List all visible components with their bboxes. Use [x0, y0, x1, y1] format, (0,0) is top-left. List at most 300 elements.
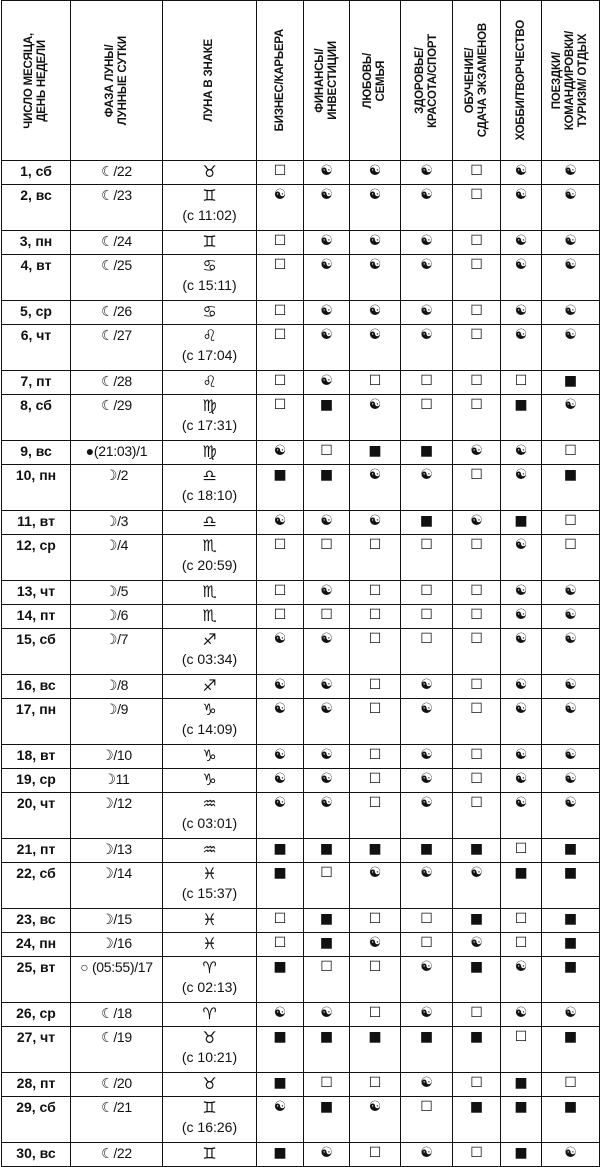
- empty-square-icon: ☐: [453, 629, 501, 675]
- filled-square-icon: ■: [257, 1073, 304, 1097]
- table-row: [2, 909, 600, 933]
- filled-square-icon: ■: [257, 957, 304, 1003]
- empty-square-icon: ☐: [257, 301, 304, 325]
- date-cell: 24, пн: [2, 933, 71, 957]
- date-cell: 27, чт: [2, 1027, 71, 1073]
- zodiac-icon: ♐: [202, 676, 217, 695]
- yin-yang-icon: ☯: [257, 745, 304, 769]
- empty-square-icon: ☐: [542, 535, 600, 581]
- empty-square-icon: ☐: [453, 301, 501, 325]
- moon-phase-cell: ☾/27: [71, 325, 163, 371]
- yin-yang-icon: ☯: [304, 793, 350, 839]
- filled-square-icon: ■: [542, 957, 600, 1003]
- yin-yang-icon: ☯: [304, 675, 350, 699]
- yin-yang-icon: ☯: [304, 1143, 350, 1167]
- header-moon-sign: ЛУНА В ЗНАКЕ: [163, 1, 257, 161]
- yin-yang-icon: ☯: [401, 465, 453, 511]
- filled-square-icon: ■: [257, 465, 304, 511]
- empty-square-icon: ☐: [257, 231, 304, 255]
- sign-change-time: (с 20:59): [181, 557, 238, 573]
- yin-yang-icon: ☯: [350, 325, 401, 371]
- date-cell: 22, сб: [2, 863, 71, 909]
- zodiac-icon: ♎: [202, 466, 217, 485]
- filled-square-icon: ■: [453, 957, 501, 1003]
- table-row: [2, 185, 600, 231]
- moon-sign-cell: [163, 605, 257, 629]
- filled-square-icon: ■: [542, 1027, 600, 1073]
- yin-yang-icon: ☯: [501, 769, 542, 793]
- moon-phase-cell: ☾/18: [71, 1003, 163, 1027]
- date-cell: 3, пн: [2, 231, 71, 255]
- empty-square-icon: ☐: [453, 395, 501, 441]
- filled-square-icon: ■: [304, 1097, 350, 1143]
- zodiac-icon: ♈: [202, 1004, 217, 1023]
- zodiac-icon: ♍: [202, 442, 217, 461]
- sign-change-time: (с 02:13): [181, 979, 238, 995]
- yin-yang-icon: ☯: [304, 231, 350, 255]
- empty-square-icon: ☐: [257, 371, 304, 395]
- yin-yang-icon: ☯: [501, 957, 542, 1003]
- yin-yang-icon: ☯: [542, 699, 600, 745]
- moon-phase-cell: ☾/23: [71, 185, 163, 231]
- table-row: [2, 1073, 600, 1097]
- moon-sign-cell: [163, 301, 257, 325]
- filled-square-icon: ■: [501, 1097, 542, 1143]
- date-cell: 29, сб: [2, 1097, 71, 1143]
- filled-square-icon: ■: [542, 839, 600, 863]
- yin-yang-icon: ☯: [257, 511, 304, 535]
- sign-change-time: (с 17:31): [181, 417, 238, 433]
- moon-phase-cell: ☽/3: [71, 511, 163, 535]
- moon-phase-cell: ☽/5: [71, 581, 163, 605]
- sign-change-time: (с 16:26): [181, 1119, 238, 1135]
- table-row: [2, 769, 600, 793]
- yin-yang-icon: ☯: [257, 769, 304, 793]
- table-row: [2, 699, 600, 745]
- moon-sign-cell: [163, 465, 257, 511]
- empty-square-icon: ☐: [401, 371, 453, 395]
- yin-yang-icon: ☯: [401, 1003, 453, 1027]
- empty-square-icon: ☐: [257, 535, 304, 581]
- yin-yang-icon: ☯: [542, 301, 600, 325]
- moon-sign-cell: [163, 933, 257, 957]
- moon-phase-cell: ☽/6: [71, 605, 163, 629]
- moon-sign-cell: [163, 511, 257, 535]
- date-cell: 25, вт: [2, 957, 71, 1003]
- yin-yang-icon: ☯: [401, 1073, 453, 1097]
- date-cell: 10, пн: [2, 465, 71, 511]
- empty-square-icon: ☐: [453, 255, 501, 301]
- empty-square-icon: ☐: [304, 535, 350, 581]
- empty-square-icon: ☐: [453, 675, 501, 699]
- empty-square-icon: ☐: [350, 957, 401, 1003]
- filled-square-icon: ■: [257, 863, 304, 909]
- date-cell: 28, пт: [2, 1073, 71, 1097]
- sign-change-time: (с 10:21): [181, 1049, 238, 1065]
- zodiac-icon: ♐: [202, 630, 217, 649]
- date-cell: 21, пт: [2, 839, 71, 863]
- zodiac-icon: ♓: [202, 864, 217, 883]
- yin-yang-icon: ☯: [501, 231, 542, 255]
- yin-yang-icon: ☯: [542, 745, 600, 769]
- empty-square-icon: ☐: [350, 605, 401, 629]
- moon-sign-cell: [163, 1073, 257, 1097]
- lunar-calendar-table: [1, 0, 600, 1167]
- zodiac-icon: ♌: [202, 326, 217, 345]
- empty-square-icon: ☐: [257, 255, 304, 301]
- yin-yang-icon: ☯: [542, 161, 600, 185]
- yin-yang-icon: ☯: [350, 465, 401, 511]
- moon-sign-cell: [163, 395, 257, 441]
- header-hobby: ХОББИ/ТВОРЧЕСТВО: [501, 1, 542, 161]
- yin-yang-icon: ☯: [542, 581, 600, 605]
- zodiac-icon: ♏: [202, 536, 217, 555]
- yin-yang-icon: ☯: [350, 511, 401, 535]
- table-row: [2, 441, 600, 465]
- moon-sign-cell: [163, 535, 257, 581]
- yin-yang-icon: ☯: [304, 325, 350, 371]
- zodiac-icon: ♒: [202, 840, 217, 859]
- empty-square-icon: ☐: [542, 511, 600, 535]
- empty-square-icon: ☐: [401, 395, 453, 441]
- zodiac-icon: ♑: [202, 770, 217, 789]
- empty-square-icon: ☐: [501, 909, 542, 933]
- filled-square-icon: ■: [257, 1027, 304, 1073]
- moon-phase-cell: ☾/26: [71, 301, 163, 325]
- empty-square-icon: ☐: [453, 699, 501, 745]
- moon-phase-cell: ☽/10: [71, 745, 163, 769]
- yin-yang-icon: ☯: [542, 793, 600, 839]
- table-row: [2, 745, 600, 769]
- filled-square-icon: ■: [257, 839, 304, 863]
- filled-square-icon: ■: [401, 441, 453, 465]
- empty-square-icon: ☐: [401, 933, 453, 957]
- moon-phase-cell: ☽/9: [71, 699, 163, 745]
- header-travel: ПОЕЗДКИ/ КОМАНДИРОВКИ/ ТУРИЗМ/ ОТДЫХ: [542, 1, 600, 161]
- moon-sign-cell: [163, 839, 257, 863]
- moon-phase-cell: ☽/14: [71, 863, 163, 909]
- filled-square-icon: ■: [453, 909, 501, 933]
- yin-yang-icon: ☯: [350, 301, 401, 325]
- table-row: [2, 1003, 600, 1027]
- empty-square-icon: ☐: [453, 161, 501, 185]
- yin-yang-icon: ☯: [257, 675, 304, 699]
- moon-phase-cell: ☽/2: [71, 465, 163, 511]
- yin-yang-icon: ☯: [350, 863, 401, 909]
- yin-yang-icon: ☯: [401, 957, 453, 1003]
- filled-square-icon: ■: [304, 465, 350, 511]
- date-cell: 20, чт: [2, 793, 71, 839]
- moon-phase-cell: ☽/12: [71, 793, 163, 839]
- filled-square-icon: ■: [304, 909, 350, 933]
- yin-yang-icon: ☯: [401, 745, 453, 769]
- yin-yang-icon: ☯: [501, 793, 542, 839]
- filled-square-icon: ■: [542, 909, 600, 933]
- yin-yang-icon: ☯: [501, 301, 542, 325]
- empty-square-icon: ☐: [453, 745, 501, 769]
- filled-square-icon: ■: [501, 511, 542, 535]
- yin-yang-icon: ☯: [304, 581, 350, 605]
- filled-square-icon: ■: [501, 1143, 542, 1167]
- sign-change-time: (с 15:37): [181, 885, 238, 901]
- yin-yang-icon: ☯: [304, 699, 350, 745]
- yin-yang-icon: ☯: [542, 325, 600, 371]
- yin-yang-icon: ☯: [542, 1003, 600, 1027]
- empty-square-icon: ☐: [257, 909, 304, 933]
- empty-square-icon: ☐: [257, 581, 304, 605]
- date-cell: 4, вт: [2, 255, 71, 301]
- date-cell: 15, сб: [2, 629, 71, 675]
- yin-yang-icon: ☯: [453, 511, 501, 535]
- zodiac-icon: ♉: [202, 162, 217, 181]
- yin-yang-icon: ☯: [350, 255, 401, 301]
- zodiac-icon: ♍: [202, 396, 217, 415]
- zodiac-icon: ♊: [202, 1098, 217, 1117]
- yin-yang-icon: ☯: [304, 511, 350, 535]
- empty-square-icon: ☐: [453, 605, 501, 629]
- table-row: [2, 465, 600, 511]
- yin-yang-icon: ☯: [401, 231, 453, 255]
- yin-yang-icon: ☯: [542, 255, 600, 301]
- yin-yang-icon: ☯: [501, 535, 542, 581]
- yin-yang-icon: ☯: [401, 255, 453, 301]
- empty-square-icon: ☐: [350, 699, 401, 745]
- table-row: [2, 535, 600, 581]
- empty-square-icon: ☐: [453, 1073, 501, 1097]
- yin-yang-icon: ☯: [401, 185, 453, 231]
- moon-sign-cell: [163, 675, 257, 699]
- zodiac-icon: ♑: [202, 700, 217, 719]
- moon-sign-cell: [163, 699, 257, 745]
- header-phase: ФАЗА ЛУНЫ/ ЛУННЫЕ СУТКИ: [71, 1, 163, 161]
- yin-yang-icon: ☯: [257, 699, 304, 745]
- zodiac-icon: ♏: [202, 606, 217, 625]
- yin-yang-icon: ☯: [304, 745, 350, 769]
- moon-sign-cell: [163, 255, 257, 301]
- filled-square-icon: ■: [350, 839, 401, 863]
- empty-square-icon: ☐: [350, 769, 401, 793]
- yin-yang-icon: ☯: [501, 675, 542, 699]
- moon-sign-cell: [163, 325, 257, 371]
- table-row: [2, 1143, 600, 1167]
- yin-yang-icon: ☯: [401, 769, 453, 793]
- date-cell: 2, вс: [2, 185, 71, 231]
- date-cell: 5, ср: [2, 301, 71, 325]
- yin-yang-icon: ☯: [304, 255, 350, 301]
- sign-change-time: (с 18:10): [181, 487, 238, 503]
- yin-yang-icon: ☯: [257, 793, 304, 839]
- moon-phase-cell: ☾/22: [71, 1143, 163, 1167]
- sign-change-time: (с 03:01): [181, 815, 238, 831]
- yin-yang-icon: ☯: [350, 231, 401, 255]
- yin-yang-icon: ☯: [304, 1003, 350, 1027]
- moon-sign-cell: [163, 1003, 257, 1027]
- empty-square-icon: ☐: [453, 581, 501, 605]
- date-cell: 1, сб: [2, 161, 71, 185]
- table-row: [2, 255, 600, 301]
- empty-square-icon: ☐: [453, 1143, 501, 1167]
- table-row: [2, 395, 600, 441]
- empty-square-icon: ☐: [350, 793, 401, 839]
- table-row: [2, 581, 600, 605]
- moon-phase-cell: ☽/4: [71, 535, 163, 581]
- yin-yang-icon: ☯: [304, 185, 350, 231]
- filled-square-icon: ■: [304, 933, 350, 957]
- table-row: [2, 629, 600, 675]
- moon-phase-cell: ☾/24: [71, 231, 163, 255]
- date-cell: 7, пт: [2, 371, 71, 395]
- empty-square-icon: ☐: [257, 325, 304, 371]
- empty-square-icon: ☐: [350, 1143, 401, 1167]
- moon-phase-cell: ☾/22: [71, 161, 163, 185]
- moon-sign-cell: [163, 581, 257, 605]
- date-cell: 9, вс: [2, 441, 71, 465]
- table-row: [2, 839, 600, 863]
- filled-square-icon: ■: [304, 395, 350, 441]
- moon-sign-cell: [163, 629, 257, 675]
- moon-sign-cell: [163, 1027, 257, 1073]
- filled-square-icon: ■: [350, 441, 401, 465]
- empty-square-icon: ☐: [401, 909, 453, 933]
- filled-square-icon: ■: [401, 839, 453, 863]
- zodiac-icon: ♊: [202, 1144, 217, 1163]
- zodiac-icon: ♋: [202, 256, 217, 275]
- filled-square-icon: ■: [542, 863, 600, 909]
- filled-square-icon: ■: [542, 371, 600, 395]
- moon-sign-cell: [163, 793, 257, 839]
- moon-phase-cell: ☾/25: [71, 255, 163, 301]
- zodiac-icon: ♌: [202, 372, 217, 391]
- zodiac-icon: ♏: [202, 582, 217, 601]
- filled-square-icon: ■: [501, 863, 542, 909]
- yin-yang-icon: ☯: [542, 605, 600, 629]
- date-cell: 18, вт: [2, 745, 71, 769]
- date-cell: 14, пт: [2, 605, 71, 629]
- sign-change-time: (с 11:02): [182, 207, 237, 223]
- filled-square-icon: ■: [542, 465, 600, 511]
- yin-yang-icon: ☯: [453, 863, 501, 909]
- empty-square-icon: ☐: [401, 581, 453, 605]
- yin-yang-icon: ☯: [542, 675, 600, 699]
- yin-yang-icon: ☯: [304, 371, 350, 395]
- moon-sign-cell: [163, 441, 257, 465]
- zodiac-icon: ♈: [202, 958, 217, 977]
- date-cell: 6, чт: [2, 325, 71, 371]
- moon-phase-cell: ●(21:03)/1: [71, 441, 163, 465]
- yin-yang-icon: ☯: [304, 161, 350, 185]
- yin-yang-icon: ☯: [501, 255, 542, 301]
- moon-phase-cell: ☾/21: [71, 1097, 163, 1143]
- filled-square-icon: ■: [401, 511, 453, 535]
- zodiac-icon: ♉: [202, 1074, 217, 1093]
- table-row: [2, 1027, 600, 1073]
- yin-yang-icon: ☯: [401, 325, 453, 371]
- yin-yang-icon: ☯: [501, 629, 542, 675]
- table-row: [2, 231, 600, 255]
- yin-yang-icon: ☯: [501, 581, 542, 605]
- yin-yang-icon: ☯: [401, 675, 453, 699]
- empty-square-icon: ☐: [257, 605, 304, 629]
- empty-square-icon: ☐: [453, 793, 501, 839]
- yin-yang-icon: ☯: [350, 395, 401, 441]
- header-business: БИЗНЕС/КАРЬЕРА: [257, 1, 304, 161]
- zodiac-icon: ♉: [202, 1028, 217, 1047]
- moon-sign-cell: [163, 957, 257, 1003]
- filled-square-icon: ■: [304, 1027, 350, 1073]
- yin-yang-icon: ☯: [401, 699, 453, 745]
- empty-square-icon: ☐: [257, 161, 304, 185]
- empty-square-icon: ☐: [501, 1027, 542, 1073]
- zodiac-icon: ♑: [202, 746, 217, 765]
- empty-square-icon: ☐: [453, 325, 501, 371]
- yin-yang-icon: ☯: [501, 441, 542, 465]
- moon-sign-cell: [163, 769, 257, 793]
- table-row: [2, 675, 600, 699]
- table-row: [2, 371, 600, 395]
- yin-yang-icon: ☯: [501, 699, 542, 745]
- filled-square-icon: ■: [501, 1073, 542, 1097]
- yin-yang-icon: ☯: [350, 1097, 401, 1143]
- moon-phase-cell: ☽/13: [71, 839, 163, 863]
- zodiac-icon: ♒: [202, 794, 217, 813]
- header-date: ЧИСЛО МЕСЯЦА, ДЕНЬ НЕДЕЛИ: [2, 1, 71, 161]
- yin-yang-icon: ☯: [501, 745, 542, 769]
- zodiac-icon: ♋: [202, 302, 217, 321]
- empty-square-icon: ☐: [350, 371, 401, 395]
- moon-phase-cell: ☽11: [71, 769, 163, 793]
- yin-yang-icon: ☯: [401, 863, 453, 909]
- empty-square-icon: ☐: [453, 185, 501, 231]
- moon-sign-cell: [163, 231, 257, 255]
- yin-yang-icon: ☯: [453, 441, 501, 465]
- yin-yang-icon: ☯: [350, 161, 401, 185]
- date-cell: 13, чт: [2, 581, 71, 605]
- table-row: [2, 605, 600, 629]
- yin-yang-icon: ☯: [257, 1003, 304, 1027]
- moon-sign-cell: [163, 909, 257, 933]
- moon-phase-cell: ☽/16: [71, 933, 163, 957]
- yin-yang-icon: ☯: [401, 161, 453, 185]
- moon-sign-cell: [163, 371, 257, 395]
- yin-yang-icon: ☯: [257, 441, 304, 465]
- table-row: [2, 957, 600, 1003]
- yin-yang-icon: ☯: [542, 185, 600, 231]
- empty-square-icon: ☐: [453, 465, 501, 511]
- zodiac-icon: ♊: [202, 232, 217, 251]
- table-row: [2, 1097, 600, 1143]
- date-cell: 17, пн: [2, 699, 71, 745]
- table-row: [2, 863, 600, 909]
- moon-phase-cell: ☽/15: [71, 909, 163, 933]
- yin-yang-icon: ☯: [542, 1143, 600, 1167]
- empty-square-icon: ☐: [453, 1003, 501, 1027]
- filled-square-icon: ■: [257, 1143, 304, 1167]
- header-row: [2, 1, 600, 161]
- table-row: [2, 325, 600, 371]
- date-cell: 23, вс: [2, 909, 71, 933]
- empty-square-icon: ☐: [501, 933, 542, 957]
- empty-square-icon: ☐: [304, 957, 350, 1003]
- sign-change-time: (с 14:09): [181, 721, 238, 737]
- empty-square-icon: ☐: [350, 581, 401, 605]
- empty-square-icon: ☐: [401, 629, 453, 675]
- yin-yang-icon: ☯: [304, 769, 350, 793]
- moon-phase-cell: ☽/7: [71, 629, 163, 675]
- empty-square-icon: ☐: [401, 1097, 453, 1143]
- moon-phase-cell: ☾/20: [71, 1073, 163, 1097]
- zodiac-icon: ♎: [202, 512, 217, 531]
- filled-square-icon: ■: [453, 1027, 501, 1073]
